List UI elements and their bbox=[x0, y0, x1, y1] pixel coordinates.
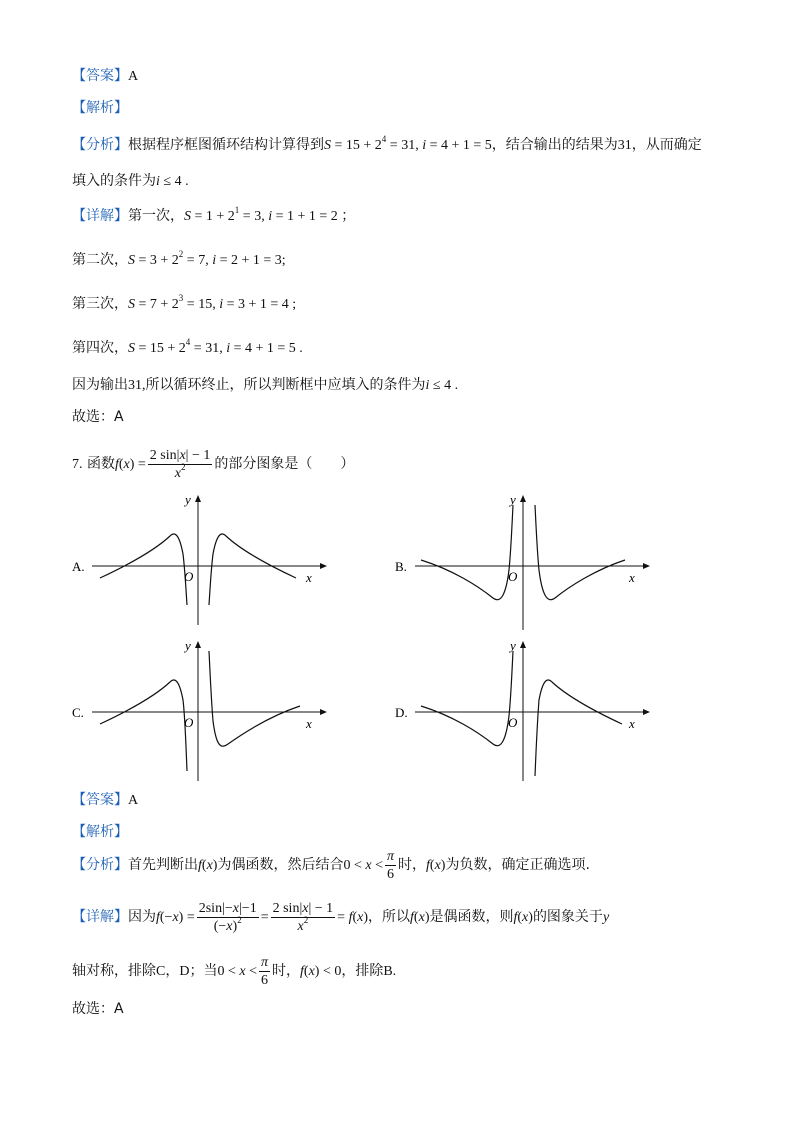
formula: $S = 15 + 2^4 = 31$, i = 4 + 1 = 5 . bbox=[128, 337, 303, 356]
curve-right bbox=[535, 680, 622, 776]
formula: 0 < x < $\frac{\pi}{6}$ bbox=[217, 955, 268, 989]
x-label: x bbox=[629, 716, 635, 731]
arrow-icon bbox=[320, 563, 327, 569]
formula: $S = 3 + 2^2 = 7$, i = 2 + 1 = 3; bbox=[128, 249, 286, 268]
arrow-icon bbox=[643, 709, 650, 715]
fenxi-line-2 bbox=[72, 171, 189, 192]
option-b[interactable] bbox=[393, 490, 653, 634]
detail-text: 的图象关于 bbox=[532, 909, 603, 925]
option-label: C. bbox=[72, 705, 84, 720]
detail-text: ，所以 bbox=[368, 909, 411, 925]
curve-right bbox=[209, 534, 296, 605]
stem-text: 函数 bbox=[86, 456, 115, 472]
detail-tag: 【详解】 bbox=[72, 909, 128, 925]
because-text: 因为输出 bbox=[72, 377, 128, 393]
option-label: A. bbox=[72, 559, 85, 574]
option-label: B. bbox=[395, 559, 407, 574]
option-d[interactable] bbox=[393, 636, 653, 790]
curve-right bbox=[535, 505, 625, 600]
formula: i ≤ 4 . bbox=[156, 174, 189, 189]
y-label: y bbox=[510, 492, 516, 507]
stem-text: 的部分图象是（ ） bbox=[214, 456, 355, 472]
origin-label: O bbox=[508, 715, 518, 730]
detail-text: ，排除 bbox=[341, 963, 384, 979]
arrow-icon bbox=[520, 641, 526, 648]
option-c[interactable] bbox=[70, 636, 330, 790]
detail-text: 轴对称，排除 bbox=[72, 963, 156, 979]
origin-label: O bbox=[184, 569, 194, 584]
answer-value: A bbox=[128, 69, 139, 84]
arrow-icon bbox=[320, 709, 327, 715]
graph-c bbox=[70, 636, 330, 786]
fenxi-text: ，结合输出的结果为 bbox=[491, 137, 618, 153]
analysis-tag: 【解析】 bbox=[72, 100, 128, 116]
origin-label: O bbox=[508, 569, 518, 584]
graph-a bbox=[70, 490, 330, 630]
choose-text: 故选：A bbox=[72, 1001, 124, 1017]
arrow-icon bbox=[195, 641, 201, 648]
choose-line-q7 bbox=[72, 999, 124, 1019]
formula: f(−x) = $\frac{2\sin|-x|-1}{(-x)^2}$ = $\frac{2 \sin|x| - 1}{x^2}$ = f(x) bbox=[156, 901, 369, 935]
graph-b bbox=[393, 490, 653, 630]
curve-left bbox=[421, 651, 513, 746]
step-label: 第三次， bbox=[72, 296, 128, 312]
x-label: x bbox=[306, 716, 312, 731]
option-label: D. bbox=[395, 705, 408, 720]
choose-text: 故选：A bbox=[72, 409, 124, 425]
analysis-line bbox=[72, 98, 128, 118]
arrow-icon bbox=[195, 495, 201, 502]
formula: $S = 1 + 2^1 = 3$, i = 1 + 1 = 2 ； bbox=[184, 205, 356, 224]
analysis-line-q7 bbox=[72, 822, 128, 842]
arrow-icon bbox=[643, 563, 650, 569]
y-label: y bbox=[510, 638, 516, 653]
fenxi-text: 时， bbox=[398, 857, 426, 873]
graph-d bbox=[393, 636, 653, 786]
fenxi-line-q7: 【分析】首先判断出f(x)为偶函数，然后结合0 < x < $\frac{\pi}{6}$ 时，f(x)为负数，确定正确选项. bbox=[72, 849, 590, 883]
answer-tag: 【答案】 bbox=[72, 792, 128, 808]
analysis-tag: 【解析】 bbox=[72, 824, 128, 840]
answer-line-q7 bbox=[72, 790, 138, 811]
fenxi-text: 填入的条件为 bbox=[72, 173, 156, 189]
origin-label: O bbox=[184, 715, 194, 730]
option-a[interactable] bbox=[70, 490, 330, 634]
fenxi-tag: 【分析】 bbox=[72, 857, 128, 873]
curve-left bbox=[100, 534, 187, 605]
detail-tag: 【详解】 bbox=[72, 208, 128, 224]
question-number: 7. bbox=[72, 457, 83, 472]
formula: i ≤ 4 . bbox=[425, 378, 459, 393]
step-label: 第二次， bbox=[72, 252, 128, 268]
detail-line-3 bbox=[72, 294, 296, 315]
curve-right bbox=[209, 651, 300, 746]
y-label: y bbox=[185, 638, 191, 653]
formula: 0 < x < $\frac{\pi}{6}$ bbox=[343, 849, 394, 883]
answer-tag: 【答案】 bbox=[72, 68, 128, 84]
detail-line-2 bbox=[72, 250, 286, 271]
formula: $S = 15 + 2^4 = 31$, i = 4 + 1 = 5 bbox=[324, 134, 492, 153]
fenxi-text: 根据程序框图循环结构计算得到 bbox=[128, 137, 324, 153]
detail-line-q7-1: 【详解】因为f(−x) = $\frac{2\sin|-x|-1}{(-x)^2}$ = $\frac{2 \sin|x| - 1}{x^2}$ = f(x)，所以f(x)是偶函数，则f(x)的图象关于y bbox=[72, 901, 610, 935]
arrow-icon bbox=[520, 495, 526, 502]
fenxi-text: 首先判断出 bbox=[128, 857, 198, 873]
detail-text: 时， bbox=[272, 963, 300, 979]
answer-line bbox=[72, 66, 138, 87]
detail-line-q7-2: 轴对称，排除C，D；当0 < x < $\frac{\pi}{6}$ 时，f(x) < 0，排除B. bbox=[72, 955, 397, 989]
fenxi-text: 为负数，确定正确选项. bbox=[445, 857, 590, 873]
fenxi-tag: 【分析】 bbox=[72, 137, 128, 153]
q7-stem bbox=[72, 446, 354, 483]
detail-line-1 bbox=[72, 206, 355, 227]
choose-line-q6 bbox=[72, 407, 124, 427]
fenxi-line-1: 【分析】根据程序框图循环结构计算得到$S = 15 + 2^4 = 31$, i = 4 + 1 = 5，结合输出的结果为31，从而确定 bbox=[72, 134, 702, 153]
y-label: y bbox=[185, 492, 191, 507]
curve-left bbox=[100, 680, 187, 771]
x-label: x bbox=[306, 570, 312, 585]
detail-text: ；当 bbox=[189, 963, 218, 979]
because-line: 因为输出31,所以循环终止，所以判断框中应填入的条件为i ≤ 4 . bbox=[72, 377, 459, 393]
x-label: x bbox=[629, 570, 635, 585]
step-label: 第一次， bbox=[128, 208, 184, 224]
because-text: 所以循环终止，所以判断框中应填入的条件为 bbox=[145, 377, 426, 393]
detail-text: 因为 bbox=[128, 909, 156, 925]
function-formula: f(x) = $\frac{2 \sin|x| - 1}{x^2}$ bbox=[114, 448, 211, 482]
detail-text: 是偶函数，则 bbox=[429, 909, 514, 925]
step-label: 第四次， bbox=[72, 340, 128, 356]
detail-line-4 bbox=[72, 338, 303, 359]
answer-value: A bbox=[128, 793, 139, 808]
fenxi-text: 为偶函数，然后结合 bbox=[217, 857, 344, 873]
curve-left bbox=[421, 505, 513, 600]
fenxi-text: ，从而确定 bbox=[631, 137, 702, 153]
formula: $S = 7 + 2^3 = 15$, i = 3 + 1 = 4 ; bbox=[128, 293, 297, 312]
